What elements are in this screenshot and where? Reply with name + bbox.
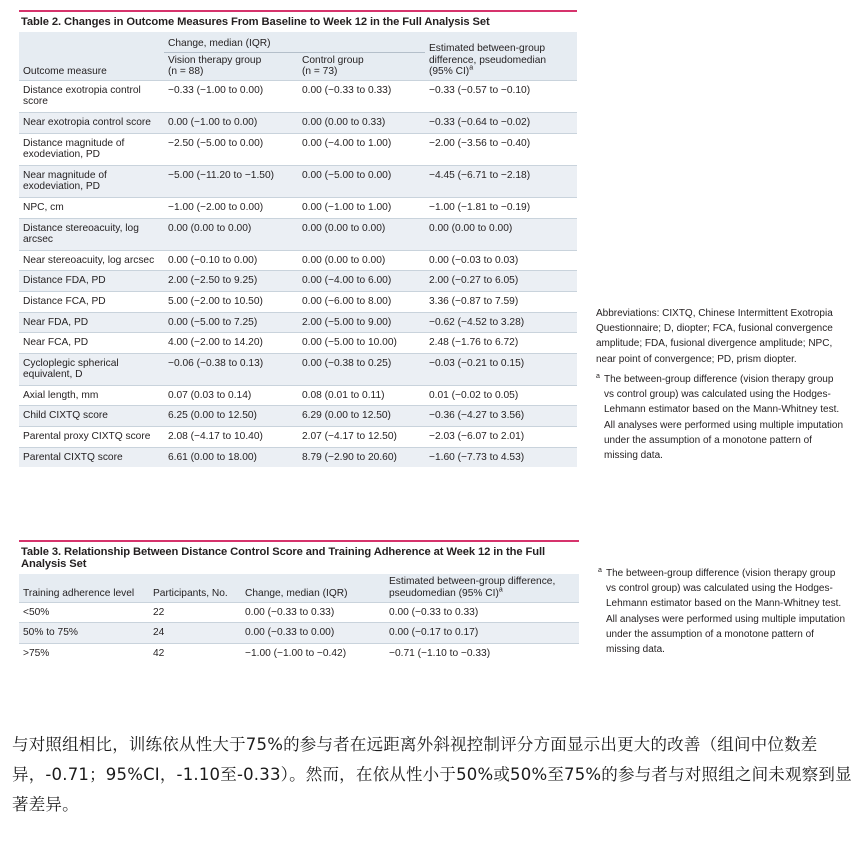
- cell-measure: Near stereoacuity, log arcsec: [23, 254, 155, 266]
- table-2-abbreviations: Abbreviations: CIXTQ, Chinese Intermittent Exotropia Questionnaire; D, diopter; FCA, fusional convergence amplitude; FDA, fusional divergence amplitude; NPC, near point of convergence; PD, prism diopter.: [596, 308, 833, 365]
- cell-measure: Cycloplegic spherical equivalent, D: [23, 357, 119, 381]
- cell-measure: Near FCA, PD: [23, 337, 89, 349]
- table-row: [19, 312, 577, 333]
- cell-control: 0.00 (0.00 to 0.00): [302, 222, 386, 234]
- cell-participants: 22: [153, 606, 165, 618]
- cell-control: 8.79 (−2.90 to 20.60): [302, 451, 397, 463]
- cell-vision: 5.00 (−2.00 to 10.50): [168, 295, 263, 307]
- cell-measure: Distance exotropia control score: [23, 84, 141, 108]
- cell-vision: 0.00 (−0.10 to 0.00): [168, 254, 258, 266]
- table-row: [19, 623, 579, 644]
- table-row: [19, 133, 577, 165]
- cell-vision: 0.07 (0.03 to 0.14): [168, 389, 252, 401]
- cell-diff: 2.48 (−1.76 to 6.72): [429, 337, 519, 349]
- cell-measure: Distance FCA, PD: [23, 295, 106, 307]
- cell-control: 6.29 (0.00 to 12.50): [302, 410, 391, 422]
- cell-control: 0.00 (−0.33 to 0.33): [302, 84, 392, 96]
- cell-vision: 0.00 (0.00 to 0.00): [168, 222, 252, 234]
- table-3-footnote: [598, 566, 848, 657]
- table-row: [19, 112, 577, 133]
- col-header-vision-therapy: Vision therapy group (n = 88): [168, 54, 262, 78]
- table-2-grid: [19, 32, 577, 467]
- cell-participants: 24: [153, 627, 165, 639]
- table-3-header: [19, 574, 579, 602]
- col-header-participants: Participants, No.: [153, 588, 228, 599]
- table-row: [19, 427, 577, 448]
- footnote-mark: a: [596, 373, 600, 380]
- table-3: [19, 540, 579, 663]
- cell-vision: 6.61 (0.00 to 18.00): [168, 451, 257, 463]
- cell-participants: 42: [153, 647, 165, 659]
- cell-measure: Parental proxy CIXTQ score: [23, 431, 151, 443]
- cell-control: 2.00 (−5.00 to 9.00): [302, 316, 392, 328]
- cell-measure: Near exotropia control score: [23, 116, 151, 128]
- footnote-mark: a: [598, 567, 602, 574]
- cell-measure: Distance FDA, PD: [23, 275, 106, 287]
- cell-level: >75%: [23, 647, 50, 659]
- cell-diff: −2.00 (−3.56 to −0.40): [429, 137, 531, 149]
- cell-vision: 0.00 (−5.00 to 7.25): [168, 316, 258, 328]
- cell-diff: 2.00 (−0.27 to 6.05): [429, 275, 519, 287]
- cell-measure: Near FDA, PD: [23, 316, 89, 328]
- table-3-title: Table 3. Relationship Between Distance Control Score and Training Adherence at Week 12 in the Full Analysis Set: [19, 540, 579, 574]
- table-row: [19, 602, 579, 623]
- cell-diff: −0.71 (−1.10 to −0.33): [389, 647, 491, 659]
- col-header-change: Change, median (IQR): [245, 588, 348, 599]
- cell-vision: 4.00 (−2.00 to 14.20): [168, 337, 263, 349]
- cell-diff: −4.45 (−6.71 to −2.18): [429, 169, 531, 181]
- cell-vision: 2.08 (−4.17 to 10.40): [168, 431, 263, 443]
- cell-level: <50%: [23, 606, 50, 618]
- cell-change: −1.00 (−1.00 to −0.42): [245, 647, 347, 659]
- cell-vision: −0.33 (−1.00 to 0.00): [168, 84, 264, 96]
- table-row: [19, 250, 577, 271]
- cell-vision: 6.25 (0.00 to 12.50): [168, 410, 257, 422]
- table-row: [19, 218, 577, 250]
- cell-vision: 2.00 (−2.50 to 9.25): [168, 275, 258, 287]
- cell-diff: −1.60 (−7.73 to 4.53): [429, 451, 525, 463]
- cell-measure: NPC, cm: [23, 201, 64, 213]
- cell-diff: −1.00 (−1.81 to −0.19): [429, 201, 531, 213]
- cell-diff: 0.00 (0.00 to 0.00): [429, 222, 513, 234]
- cell-diff: −0.03 (−0.21 to 0.15): [429, 357, 525, 369]
- cell-measure: Parental CIXTQ score: [23, 451, 123, 463]
- table-2: [19, 10, 577, 467]
- cell-level: 50% to 75%: [23, 627, 78, 639]
- cell-vision: −5.00 (−11.20 to −1.50): [168, 169, 275, 181]
- cell-control: 0.00 (−6.00 to 8.00): [302, 295, 392, 307]
- cell-control: 0.00 (−4.00 to 6.00): [302, 275, 392, 287]
- cell-measure: Axial length, mm: [23, 389, 99, 401]
- cell-diff: −0.33 (−0.64 to −0.02): [429, 116, 531, 128]
- chinese-summary-paragraph: 与对照组相比，训练依从性大于75%的参与者在远距离外斜视控制评分方面显示出更大的改善（组间中位数差异，-0.71；95%CI，-1.10至-0.33）。然而，在依从性小于50%或50%至75%的参与者与对照组之间未观察到显著差异。: [12, 735, 852, 814]
- cell-change: 0.00 (−0.33 to 0.33): [245, 606, 335, 618]
- cell-measure: Near magnitude of exodeviation, PD: [23, 169, 107, 193]
- table-row: [19, 353, 577, 385]
- cell-diff: 0.00 (−0.03 to 0.03): [429, 254, 519, 266]
- cell-control: 0.00 (−0.38 to 0.25): [302, 357, 392, 369]
- cell-control: 2.07 (−4.17 to 12.50): [302, 431, 397, 443]
- cell-control: 0.00 (−5.00 to 10.00): [302, 337, 397, 349]
- cell-diff: −0.33 (−0.57 to −0.10): [429, 84, 531, 96]
- cell-vision: 0.00 (−1.00 to 0.00): [168, 116, 258, 128]
- table-row: [19, 271, 577, 292]
- cell-diff: −0.36 (−4.27 to 3.56): [429, 410, 525, 422]
- col-group-header-change: Change, median (IQR): [164, 32, 425, 52]
- table-2-title: Table 2. Changes in Outcome Measures From Baseline to Week 12 in the Full Analysis Set: [19, 10, 577, 32]
- cell-vision: −1.00 (−2.00 to 0.00): [168, 201, 264, 213]
- cell-control: 0.00 (0.00 to 0.00): [302, 254, 386, 266]
- cell-diff: 0.01 (−0.02 to 0.05): [429, 389, 519, 401]
- col-header-difference: Estimated between-group difference, pseudomedian (95% CI)$^a$: [429, 43, 547, 78]
- cell-measure: Distance stereoacuity, log arcsec: [23, 222, 139, 246]
- table-row: [19, 385, 577, 406]
- table-row: [19, 333, 577, 354]
- cell-measure: Distance magnitude of exodeviation, PD: [23, 137, 125, 161]
- table-3-grid: [19, 574, 579, 663]
- cell-vision: −2.50 (−5.00 to 0.00): [168, 137, 264, 149]
- table-3-body: [19, 602, 579, 663]
- cell-control: 0.00 (−5.00 to 0.00): [302, 169, 392, 181]
- cell-control: 0.00 (0.00 to 0.33): [302, 116, 386, 128]
- table-row: [19, 643, 579, 663]
- cell-diff: −2.03 (−6.07 to 2.01): [429, 431, 525, 443]
- table-row: [19, 197, 577, 218]
- col-header-control: Control group (n = 73): [302, 54, 364, 78]
- table-row: [19, 406, 577, 427]
- table-2-body: [19, 80, 577, 467]
- cell-diff: 0.00 (−0.17 to 0.17): [389, 627, 479, 639]
- table-row: [19, 447, 577, 467]
- col-header-adherence-level: Training adherence level: [23, 588, 135, 599]
- footnote-text: The between-group difference (vision therapy group vs control group) was calculated using the Hodges-Lehmann estimator based on the Mann-Whitney test. All analyses were performed using multiple imputation under the assumption of a monotone pattern of missing data.: [604, 374, 844, 462]
- table-row: [19, 291, 577, 312]
- col-header-difference: Estimated between-group difference, pseudomedian (95% CI)$^a$: [389, 576, 556, 599]
- footnote-text: The between-group difference (vision therapy group vs control group) was calculated using the Hodges-Lehmann estimator based on the Mann-Whitney test. All analyses were performed using multiple imputation under the assumption of a monotone pattern of missing data.: [606, 568, 846, 656]
- cell-change: 0.00 (−0.33 to 0.00): [245, 627, 335, 639]
- cell-control: 0.08 (0.01 to 0.11): [302, 389, 385, 401]
- cell-measure: Child CIXTQ score: [23, 410, 108, 422]
- cell-control: 0.00 (−4.00 to 1.00): [302, 137, 392, 149]
- cell-control: 0.00 (−1.00 to 1.00): [302, 201, 392, 213]
- cell-vision: −0.06 (−0.38 to 0.13): [168, 357, 264, 369]
- cell-diff: −0.62 (−4.52 to 3.28): [429, 316, 525, 328]
- col-header-outcome: Outcome measure: [23, 66, 107, 78]
- table-2-header: [19, 32, 577, 80]
- cell-diff: 0.00 (−0.33 to 0.33): [389, 606, 479, 618]
- table-2-footnote: [596, 372, 846, 463]
- table-row: [19, 80, 577, 112]
- cell-diff: 3.36 (−0.87 to 7.59): [429, 295, 519, 307]
- table-row: [19, 165, 577, 197]
